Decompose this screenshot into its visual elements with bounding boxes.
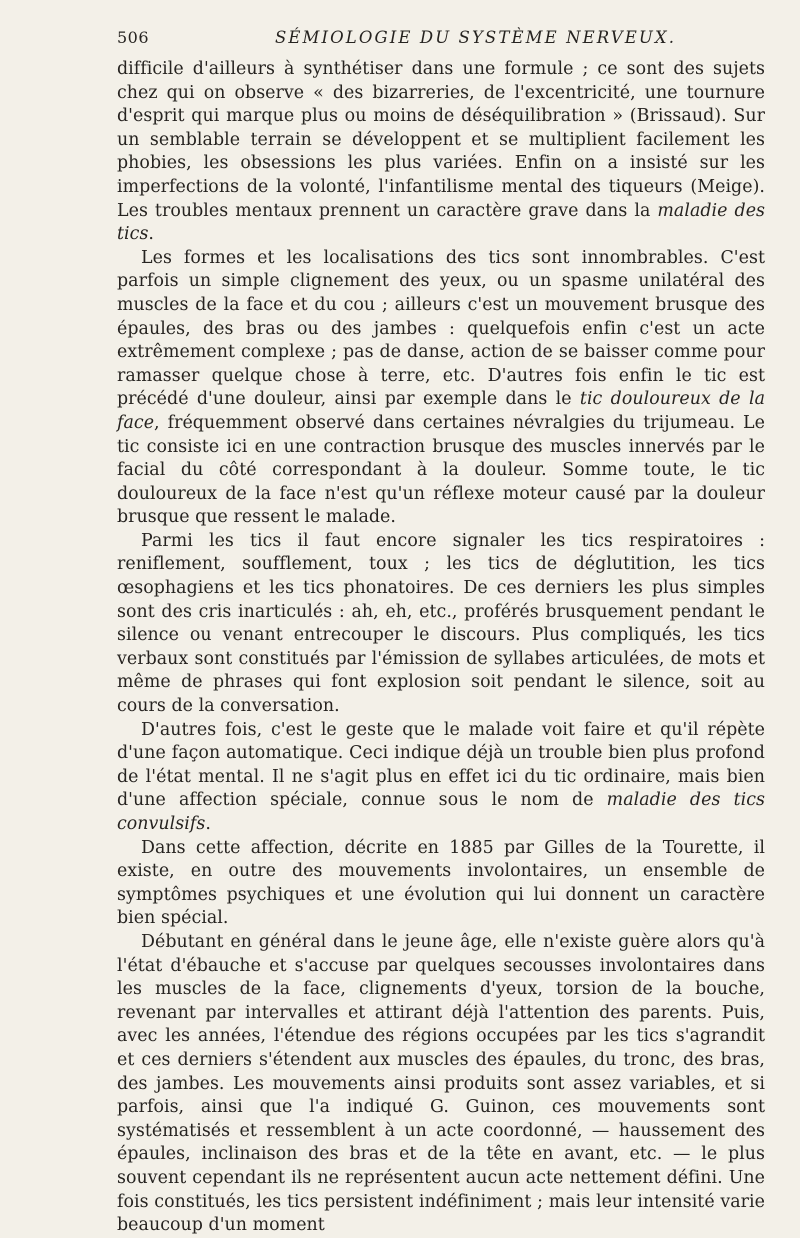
- paragraph-text: Parmi les tics il faut encore signaler les tics respiratoires : reniflement, soufflement, toux ; les tics de déglutition, les tics œsophagiens et les tics phonatoires. De ces derniers les plus simples sont des cris inarticulés : ah, eh, etc., proférés brusquement pendant le silence ou venant entrecouper le discours. Plus compliqués, les tics verbaux sont constitués par l'émission de syllabes articulées, de mots et même de phrases qui font explosion soit pendant le silence, soit au cours de la conversation.: [117, 530, 765, 717]
- paragraph-text: .: [205, 814, 211, 834]
- paragraph-1: [117, 58, 765, 247]
- paragraph-4: [117, 719, 765, 837]
- paragraph-text: D'autres fois, c'est le geste que le malade voit faire et qu'il répète d'une façon automatique. Ceci indique déjà un trouble bien plus profond de l'état mental. Il ne s'agit plus en effet ici du tic ordinaire, mais bien d'une affection spéciale, connue sous le nom de: [117, 719, 765, 811]
- paragraph-text: Dans cette affection, décrite en 1885 par Gilles de la Tourette, il existe, en outre des mouvements involontaires, un ensemble de symptômes psychiques et une évolution qui lui donnent un caractère bien spécial.: [117, 837, 765, 929]
- running-title: SÉMIOLOGIE DU SYSTÈME NERVEUX.: [275, 28, 677, 47]
- paragraph-5: [117, 837, 765, 931]
- italic-term: maladie des tics: [117, 200, 766, 245]
- paragraph-text: difficile d'ailleurs à synthétiser dans une formule ; ce sont des sujets chez qui on observe « des bizarreries, de l'excentricité, une tournure d'esprit qui marque plus ou moins de déséquilibration » (Brissaud). Sur un semblable terrain se développent et se multiplient facilement les phobies, les obsessions les plus variées. Enfin on a insisté sur les imperfections de la volonté, l'infantilisme mental des tiqueurs (Meige). Les troubles mentaux prennent un caractère grave dans la: [117, 59, 765, 221]
- paragraph-6: [117, 931, 765, 1238]
- paragraph-2: [117, 247, 765, 530]
- italic-term: tic douloureux de la face: [117, 389, 765, 433]
- paragraph-text: .: [148, 224, 154, 245]
- paragraph-text: Débutant en général dans le jeune âge, elle n'existe guère alors qu'à l'état d'ébauche et s'accuse par quelques secousses involontaires dans les muscles de la face, clignements d'yeux, torsion de la bouche, revenant par intervalles et attirant déjà l'attention des parents. Puis, avec les années, l'étendue des régions occupées par les tics s'agrandit et ces derniers s'étendent aux muscles des épaules, du tronc, des bras, des jambes. Les mouvements ainsi produits sont assez variables, et si parfois, ainsi que l'a indiqué G. Guinon, ces mouvements sont systématisés et ressemblent à un acte coordonné, — haussement des épaules, inclinaison des bras et de la tête en avant, etc. — le plus souvent cependant ils ne représentent aucun acte nettement défini. Une fois constitués, les tics persistent indéfiniment ; mais leur intensité varie beaucoup d'un moment: [117, 931, 765, 1236]
- page-header: [117, 24, 766, 58]
- italic-term: maladie des tics convulsifs: [117, 790, 765, 834]
- page-number: 506: [117, 28, 150, 47]
- body-text: [117, 58, 765, 1238]
- paragraph-3: [117, 530, 765, 719]
- paragraph-text: Les formes et les localisations des tics sont innombrables. C'est parfois un simple clignement des yeux, ou un spasme unilatéral des muscles de la face et du cou ; ailleurs c'est un mouvement brusque des épaules, des bras ou des jambes : quelquefois enfin c'est un acte extrêmement complexe ; pas de danse, action de se baisser comme pour ramasser quelque chose à terre, etc. D'autres fois enfin le tic est précédé d'une douleur, ainsi par exemple dans le: [117, 247, 765, 410]
- paragraph-text: , fréquemment observé dans certaines névralgies du trijumeau. Le tic consiste ici en une contraction brusque des muscles innervés par le facial du côté correspondant à la douleur. Somme toute, le tic douloureux de la face n'est qu'un réflexe moteur causé par la douleur brusque que ressent le malade.: [117, 412, 765, 528]
